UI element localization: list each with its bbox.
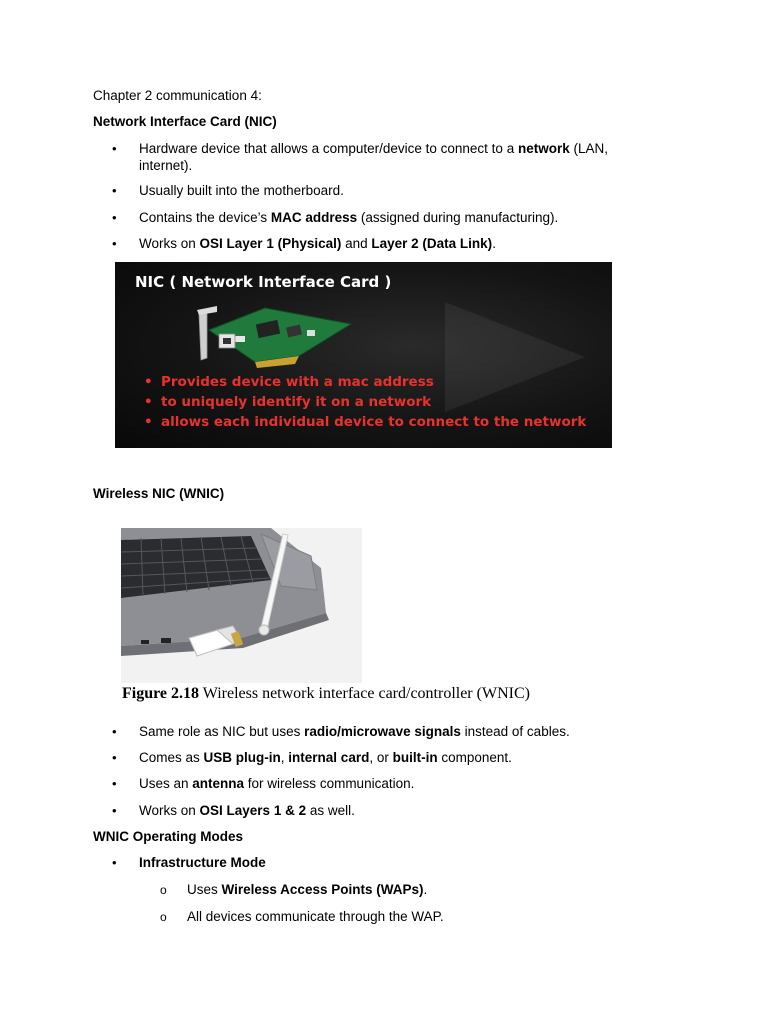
bold-run: radio/microwave signals (304, 724, 461, 739)
bullet-text (139, 749, 652, 766)
text-run: . (492, 236, 496, 251)
figure-label: Figure 2.18 (122, 685, 200, 702)
text-run: Comes as (139, 750, 204, 765)
sub-bullet-text (187, 908, 640, 925)
sub-bullet-text (187, 881, 640, 898)
text-run: and (341, 236, 372, 251)
bold-run: Layer 2 (Data Link) (371, 236, 493, 251)
modes-heading: WNIC Operating Modes (93, 829, 244, 844)
bullet-text (139, 209, 652, 226)
bullet-dot: • (144, 414, 153, 430)
text-run: Same role as NIC but uses (139, 724, 305, 739)
bullet-text (139, 723, 652, 740)
bullet-text (139, 802, 652, 819)
text-run: , (280, 750, 289, 765)
text-run: as well. (306, 803, 355, 818)
sub-bullet-marker: o (160, 910, 167, 924)
nic-banner-point-2: • to uniquely identify it on a network (144, 394, 432, 410)
text-run: Contains the device’s (139, 210, 271, 225)
bullet-dot: • (144, 374, 153, 390)
chapter-title: Chapter 2 communication 4: (93, 88, 262, 103)
text-run: instead of cables. (460, 724, 570, 739)
bullet-text (139, 182, 652, 199)
nic-banner-title: NIC ( Network Interface Card ) (135, 273, 392, 291)
bullet-text (139, 775, 652, 792)
bullet-dot: • (144, 394, 153, 410)
bold-run: OSI Layer 1 (Physical) (199, 236, 342, 251)
wnic-photo (121, 528, 362, 683)
text-run: Works on (139, 803, 200, 818)
bullet-dot: • (112, 750, 117, 765)
text-run: Hardware device that allows a computer/device to connect to a (139, 141, 518, 156)
bullet-dot: • (112, 724, 117, 739)
text-run: Usually built into the motherboard. (139, 183, 344, 198)
usb-wireless-adapter-icon (121, 528, 362, 683)
text-run: All devices communicate through the WAP. (187, 909, 444, 924)
bold-run: network (517, 141, 570, 156)
nic-banner-points (144, 372, 586, 432)
text-run: , or (369, 750, 393, 765)
text-run: (assigned during manufacturing). (357, 210, 559, 225)
bold-run: MAC address (270, 210, 358, 225)
nic-bullet-1 (112, 140, 652, 174)
figure-caption (122, 685, 530, 703)
bullet-dot: • (112, 210, 117, 225)
bold-run: antenna (192, 776, 245, 791)
nic-heading: Network Interface Card (NIC) (93, 114, 277, 129)
sub-bullet-marker: o (160, 883, 167, 897)
bullet-dot: • (112, 855, 117, 870)
mode-label: Infrastructure Mode (139, 855, 266, 870)
network-card-icon (195, 300, 355, 368)
text-run: Uses (187, 882, 222, 897)
bullet-dot: • (112, 183, 117, 198)
bold-run: built-in (392, 750, 438, 765)
bullet-dot: • (112, 776, 117, 791)
text-run: Works on (139, 236, 200, 251)
figure-caption-text: Wireless network interface card/controller (WNIC) (199, 685, 530, 702)
bullet-text (139, 235, 652, 252)
nic-banner-point-3: • allows each individual device to connect to the network (144, 414, 587, 430)
nic-banner-point-1: • Provides device with a mac address (144, 374, 434, 390)
text-run: (LAN, internet). (139, 141, 608, 173)
text-run: . (423, 882, 428, 897)
bold-run: USB plug-in (203, 750, 281, 765)
bullet-dot: • (112, 803, 117, 818)
nic-banner-image (115, 262, 612, 448)
bold-run: internal card (288, 750, 370, 765)
text-run: Uses an (139, 776, 193, 791)
bullet-dot: • (112, 236, 117, 251)
bold-run: OSI Layers 1 & 2 (199, 803, 307, 818)
text-run: component. (437, 750, 512, 765)
wnic-heading: Wireless NIC (WNIC) (93, 486, 225, 501)
text-run: for wireless communication. (244, 776, 415, 791)
bullet-dot: • (112, 141, 117, 156)
bold-run: Wireless Access Points (WAPs) (221, 882, 424, 897)
bullet-text (139, 140, 649, 174)
